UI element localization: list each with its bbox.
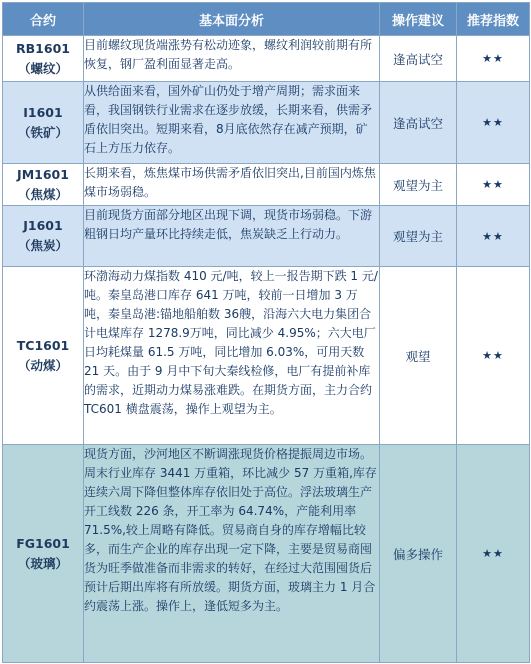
analysis-cell: 环渤海动力煤指数 410 元/吨，较上一报告期下跌 1 元/吨。秦皇岛港口库存 641 万吨，较前一日增加 3 万吨，秦皇岛港:锚地船舶数 36艘，沿海六大电力集团合计电煤库存 1278.9万吨，同比减少 4.95%；六大电厂日均耗煤量 61.5 万吨，同比增加 6.03%，可用天数 21 天。由于 9 月中下旬大秦线检修，电厂有提前补库的需求，近期动力煤易涨难跌。在期货方面，主力合约 TC601 横盘震荡，操作上观望为主。 [84, 267, 380, 445]
advice-cell: 观望为主 [380, 164, 457, 206]
table-row [3, 445, 530, 663]
rating-stars: ★★ [457, 36, 530, 82]
contract-code: J1601 [23, 218, 63, 233]
table-row [3, 164, 530, 206]
analysis-cell: 目前现货方面部分地区出现下调，现货市场弱稳。下游粗钢日均产量环比持续走低，焦炭缺乏上行动力。 [84, 206, 380, 267]
header-analysis: 基本面分析 [84, 3, 380, 36]
rating-stars: ★★ [457, 206, 530, 267]
futures-analysis-table [2, 2, 530, 663]
rating-stars: ★★ [457, 267, 530, 445]
advice-cell: 观望 [380, 267, 457, 445]
rating-stars: ★★ [457, 82, 530, 164]
contract-code: RB1601 [16, 40, 70, 56]
analysis-cell: 从供给面来看，国外矿山仍处于增产周期；需求面来看，我国钢铁行业需求在逐步放缓，长期来看，供需矛盾依旧突出。短期来看，8月底依然存在减产预期，矿石上方压力依存。 [84, 82, 380, 164]
table-header-row [3, 3, 530, 36]
advice-cell: 逢高试空 [380, 82, 457, 164]
contract-name: （螺纹） [17, 60, 68, 76]
analysis-cell: 目前螺纹现货端涨势有松动迹象，螺纹利润较前期有所恢复，钢厂盈利面显著走高。 [84, 36, 380, 82]
contract-code: TC1601 [16, 337, 70, 353]
advice-cell: 观望为主 [380, 206, 457, 267]
contract-code: JM1601 [17, 166, 69, 182]
header-contract: 合约 [3, 3, 84, 36]
contract-name: （铁矿） [17, 124, 68, 140]
header-rating: 推荐指数 [457, 3, 530, 36]
contract-cell [3, 267, 84, 445]
contract-cell [3, 206, 84, 267]
contract-code: I1601 [23, 104, 63, 120]
table-row [3, 82, 530, 164]
table-row [3, 36, 530, 82]
advice-cell: 偏多操作 [380, 445, 457, 663]
contract-cell [3, 36, 84, 82]
table-row [3, 206, 530, 267]
contract-cell [3, 164, 84, 206]
contract-code: FG1601 [16, 535, 70, 551]
contract-name: （焦煤） [17, 186, 68, 202]
contract-name: （玻璃） [17, 555, 68, 571]
contract-cell [3, 82, 84, 164]
rating-stars: ★★ [457, 164, 530, 206]
analysis-cell: 现货方面，沙河地区不断调涨现货价格提振周边市场。周末行业库存 3441 万重箱，环比减少 57 万重箱,库存连续六周下降但整体库存依旧处于高位。浮法玻璃生产开工线数 226 条，开工率为 64.74%，产能利用率 71.5%,较上周略有降低。贸易商自身的库存增幅比较多，而生产企业的库存出现一定下降，主要是贸易商囤货为旺季做准备而非需求的转好，在经过大范围囤货后预计后期出库将有所放缓。期货方面，玻璃主力 1 月合约震荡上涨。操作上，逢低短多为主。 [84, 445, 380, 663]
analysis-cell: 长期来看，炼焦煤市场供需矛盾依旧突出,目前国内炼焦煤市场弱稳。 [84, 164, 380, 206]
contract-name: （焦炭） [17, 238, 68, 253]
advice-cell: 逢高试空 [380, 36, 457, 82]
contract-name: （动煤） [17, 357, 68, 373]
rating-stars: ★★ [457, 445, 530, 663]
contract-cell [3, 445, 84, 663]
header-advice: 操作建议 [380, 3, 457, 36]
table-row [3, 267, 530, 445]
